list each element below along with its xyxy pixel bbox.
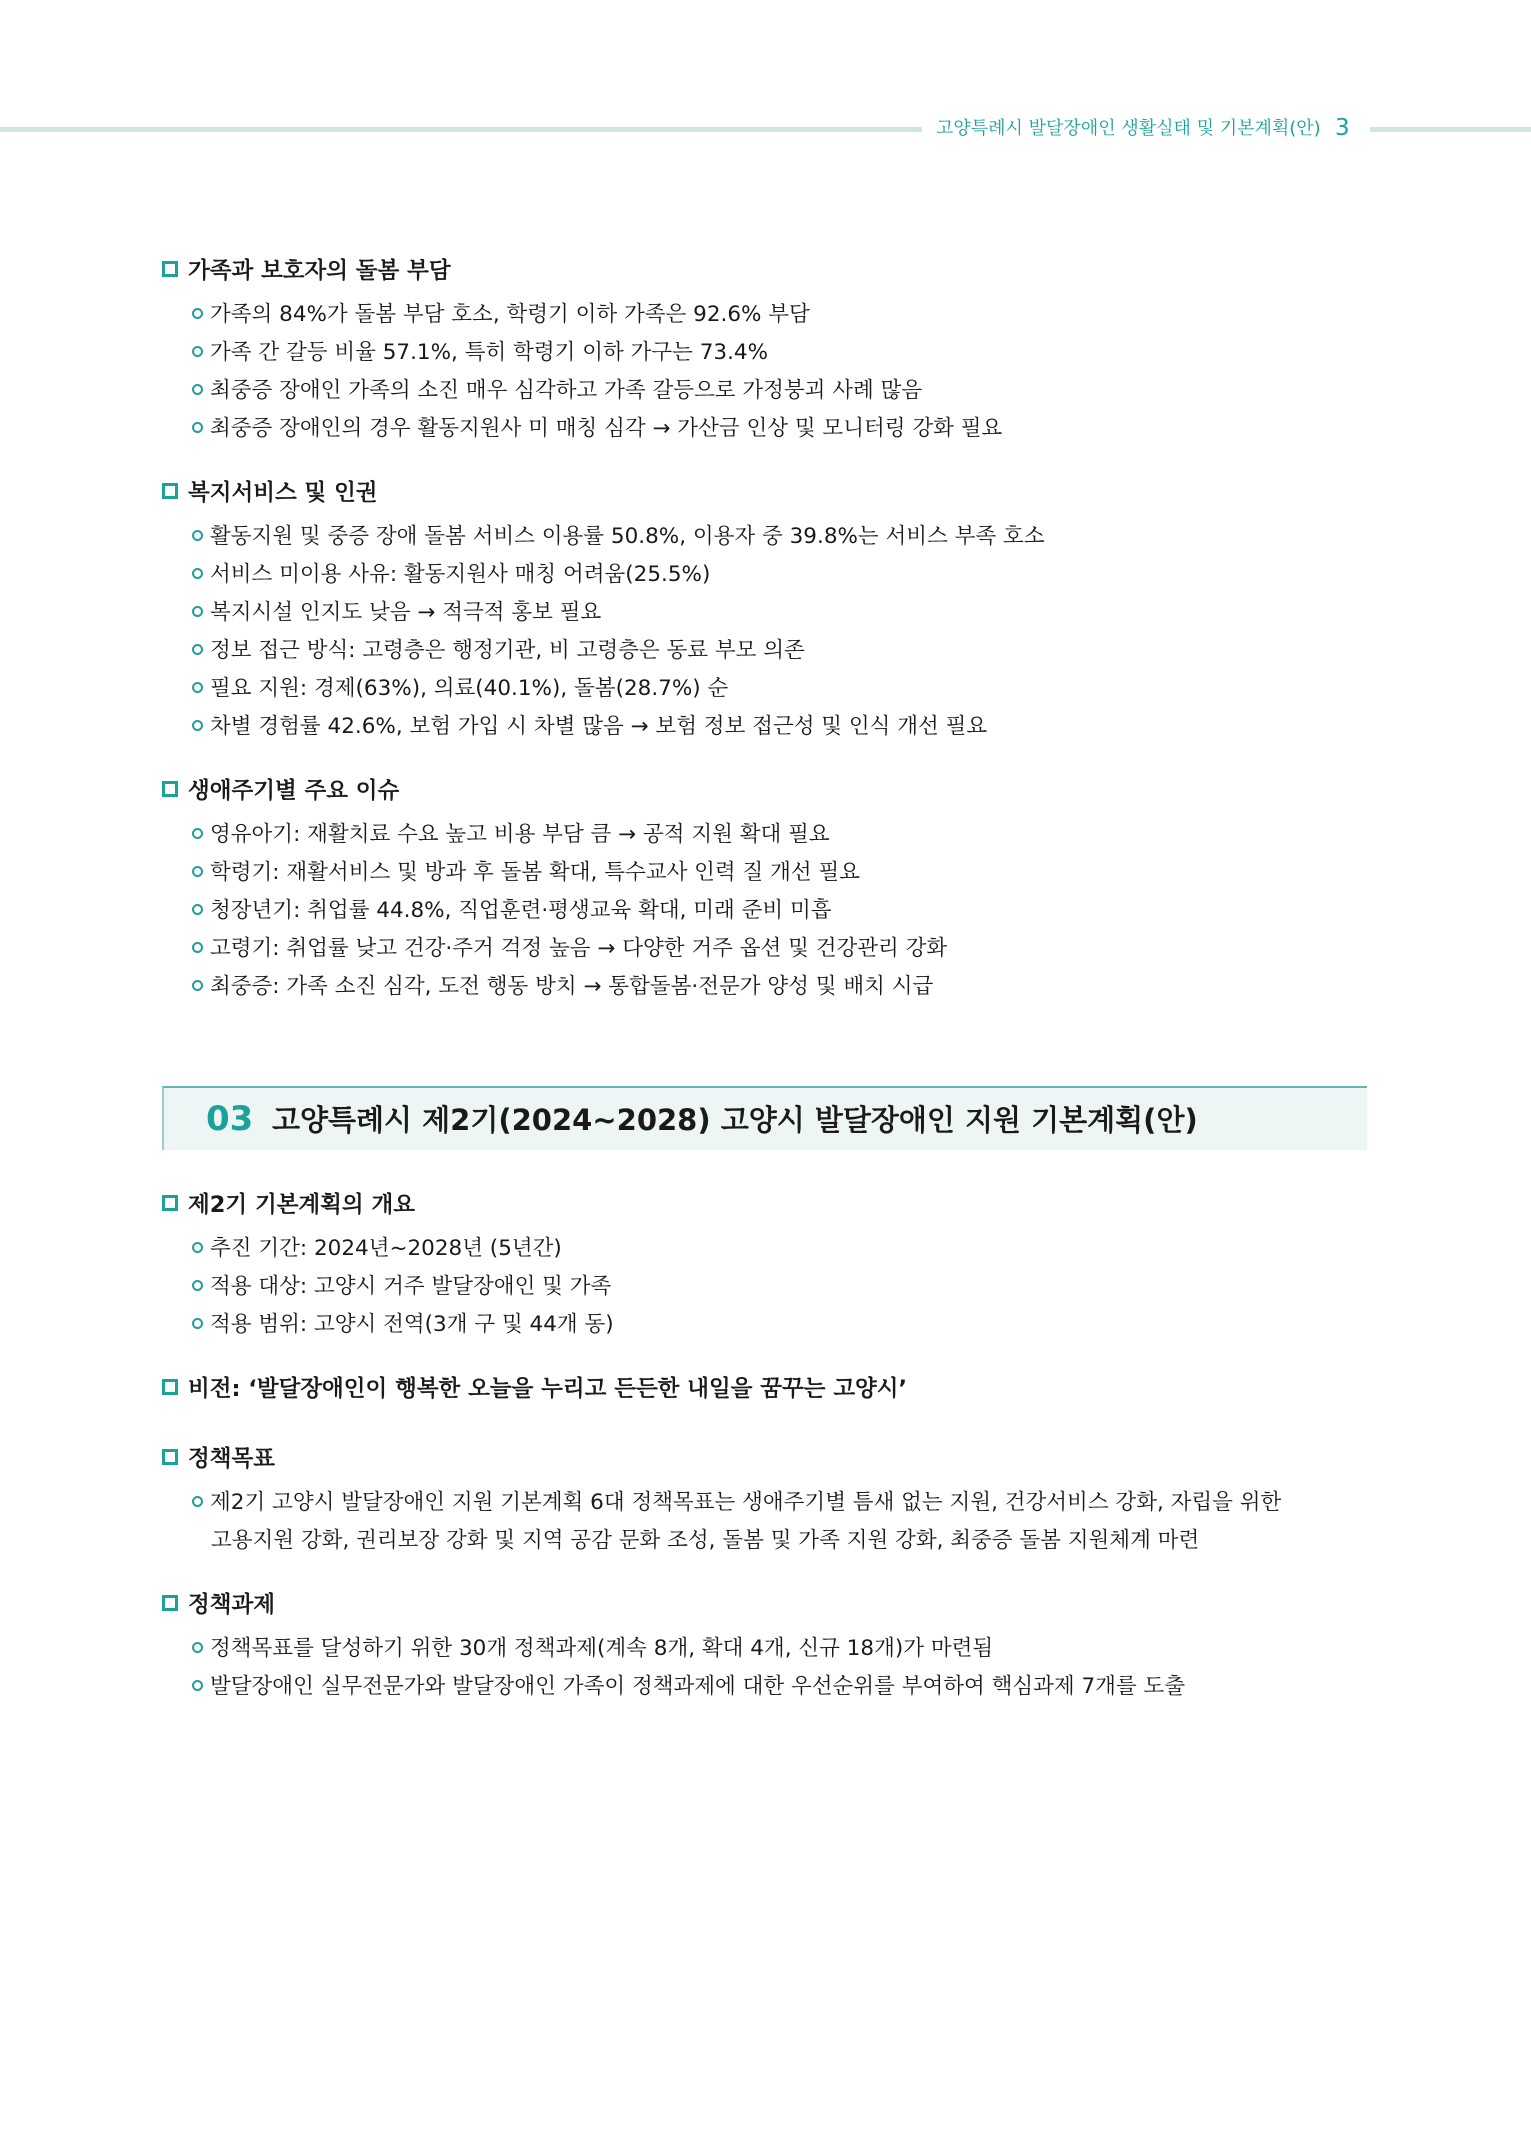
section-title-policy-tasks — [162, 1590, 275, 1620]
list-item-text: 영유아기: 재활치료 수요 높고 비용 부담 큼 → 공적 지원 확대 필요 — [210, 822, 830, 847]
list-item — [192, 636, 805, 666]
circle-bullet-icon — [192, 866, 203, 877]
list-item — [192, 598, 601, 628]
circle-bullet-icon — [192, 1496, 203, 1507]
circle-bullet-icon — [192, 682, 203, 693]
circle-bullet-icon — [192, 422, 203, 433]
chapter-title: 고양특례시 제2기(2024~2028) 고양시 발달장애인 지원 기본계획(안) — [272, 1103, 1198, 1137]
circle-bullet-icon — [192, 942, 203, 953]
circle-bullet-icon — [192, 1642, 203, 1653]
page-number: 3 — [1335, 115, 1350, 141]
circle-bullet-icon — [192, 1680, 203, 1691]
section-title-welfare — [162, 478, 378, 508]
list-item — [192, 972, 933, 1002]
chapter-heading-box — [162, 1086, 1367, 1150]
section-title-text: 비전: ‘발달장애인이 행복한 오늘을 누리고 든든한 내일을 꿈꾸는 고양시’ — [188, 1376, 908, 1402]
list-item-text: 적용 범위: 고양시 전역(3개 구 및 44개 동) — [210, 1312, 614, 1337]
section-title-text: 제2기 기본계획의 개요 — [188, 1192, 415, 1218]
list-item — [192, 376, 922, 406]
list-item — [192, 1488, 1281, 1518]
list-item-text: 최중증 장애인 가족의 소진 매우 심각하고 가족 갈등으로 가정붕괴 사례 많음 — [210, 378, 923, 403]
section-title-policy-goals — [162, 1444, 275, 1474]
circle-bullet-icon — [192, 1280, 203, 1291]
circle-bullet-icon — [192, 568, 203, 579]
circle-bullet-icon — [192, 828, 203, 839]
header-rule-right — [1370, 127, 1531, 132]
square-bullet-icon — [162, 1595, 178, 1611]
list-item-text: 정책목표를 달성하기 위한 30개 정책과제(계속 8개, 확대 4개, 신규 18개)가 마련됨 — [210, 1636, 994, 1661]
list-item — [192, 338, 768, 368]
list-item — [192, 858, 860, 888]
section-title-overview — [162, 1190, 415, 1220]
running-header — [0, 115, 1531, 141]
list-item — [192, 560, 710, 590]
list-item-text: 청장년기: 취업률 44.8%, 직업훈련·평생교육 확대, 미래 준비 미흡 — [210, 898, 832, 923]
list-item — [192, 934, 947, 964]
list-item — [192, 1272, 611, 1302]
section-title-vision — [162, 1374, 907, 1404]
circle-bullet-icon — [192, 308, 203, 319]
section-title-lifecycle — [162, 776, 399, 806]
list-item — [192, 1234, 562, 1264]
section-title-text: 가족과 보호자의 돌봄 부담 — [188, 258, 451, 284]
square-bullet-icon — [162, 781, 178, 797]
circle-bullet-icon — [192, 980, 203, 991]
section-title-text: 생애주기별 주요 이슈 — [188, 778, 400, 804]
square-bullet-icon — [162, 1449, 178, 1465]
section-title-text: 정책목표 — [188, 1446, 275, 1472]
circle-bullet-icon — [192, 1318, 203, 1329]
list-item-text: 최중증: 가족 소진 심각, 도전 행동 방치 → 통합돌봄·전문가 양성 및 배치 시급 — [210, 974, 934, 999]
chapter-number: 03 — [206, 1099, 254, 1139]
list-item-text: 추진 기간: 2024년~2028년 (5년간) — [210, 1236, 562, 1261]
list-item-text: 학령기: 재활서비스 및 방과 후 돌봄 확대, 특수교사 인력 질 개선 필요 — [210, 860, 861, 885]
circle-bullet-icon — [192, 1242, 203, 1253]
list-item — [192, 674, 728, 704]
square-bullet-icon — [162, 1195, 178, 1211]
circle-bullet-icon — [192, 384, 203, 395]
list-item-continuation: 고용지원 강화, 권리보장 강화 및 지역 공감 문화 조성, 돌봄 및 가족 지원 강화, 최중증 돌봄 지원체계 마련 — [211, 1528, 1200, 1553]
list-item-text: 차별 경험률 42.6%, 보험 가입 시 차별 많음 → 보험 정보 접근성 및 인식 개선 필요 — [210, 714, 988, 739]
list-item-text: 최중증 장애인의 경우 활동지원사 미 매칭 심각 → 가산금 인상 및 모니터링 강화 필요 — [210, 416, 1003, 441]
list-item-text: 고령기: 취업률 낮고 건강·주거 걱정 높음 → 다양한 거주 옵션 및 건강관리 강화 — [210, 936, 948, 961]
section-title-text: 복지서비스 및 인권 — [188, 480, 378, 506]
square-bullet-icon — [162, 1379, 178, 1395]
list-item-text: 필요 지원: 경제(63%), 의료(40.1%), 돌봄(28.7%) 순 — [210, 676, 729, 701]
list-item — [192, 712, 987, 742]
list-item-text: 정보 접근 방식: 고령층은 행정기관, 비 고령층은 동료 부모 의존 — [210, 638, 805, 663]
section-title-text: 정책과제 — [188, 1592, 275, 1618]
list-item — [192, 820, 830, 850]
square-bullet-icon — [162, 261, 178, 277]
list-item — [192, 1310, 614, 1340]
list-item-text: 활동지원 및 중증 장애 돌봄 서비스 이용률 50.8%, 이용자 중 39.8%는 서비스 부족 호소 — [210, 524, 1045, 549]
list-item — [192, 1672, 1185, 1702]
section-title-family-burden — [162, 256, 451, 286]
list-item-text: 발달장애인 실무전문가와 발달장애인 가족이 정책과제에 대한 우선순위를 부여하여 핵심과제 7개를 도출 — [210, 1674, 1186, 1699]
list-item-text: 복지시설 인지도 낮음 → 적극적 홍보 필요 — [210, 600, 602, 625]
list-item — [192, 300, 810, 330]
list-item-text: 제2기 고양시 발달장애인 지원 기본계획 6대 정책목표는 생애주기별 틈새 없는 지원, 건강서비스 강화, 자립을 위한 — [210, 1490, 1282, 1515]
list-item-text: 적용 대상: 고양시 거주 발달장애인 및 가족 — [210, 1274, 612, 1299]
header-rule-left — [0, 127, 922, 132]
list-item — [192, 1634, 993, 1664]
list-item — [192, 896, 832, 926]
list-item-text: 서비스 미이용 사유: 활동지원사 매칭 어려움(25.5%) — [210, 562, 711, 587]
circle-bullet-icon — [192, 606, 203, 617]
list-item-text: 가족 간 갈등 비율 57.1%, 특히 학령기 이하 가구는 73.4% — [210, 340, 769, 365]
header-title: 고양특례시 발달장애인 생활실태 및 기본계획(안) — [936, 118, 1321, 139]
circle-bullet-icon — [192, 720, 203, 731]
list-item — [192, 522, 1045, 552]
circle-bullet-icon — [192, 904, 203, 915]
circle-bullet-icon — [192, 346, 203, 357]
list-item-text: 가족의 84%가 돌봄 부담 호소, 학령기 이하 가족은 92.6% 부담 — [210, 302, 810, 327]
list-item — [192, 414, 1002, 444]
circle-bullet-icon — [192, 644, 203, 655]
circle-bullet-icon — [192, 530, 203, 541]
square-bullet-icon — [162, 483, 178, 499]
